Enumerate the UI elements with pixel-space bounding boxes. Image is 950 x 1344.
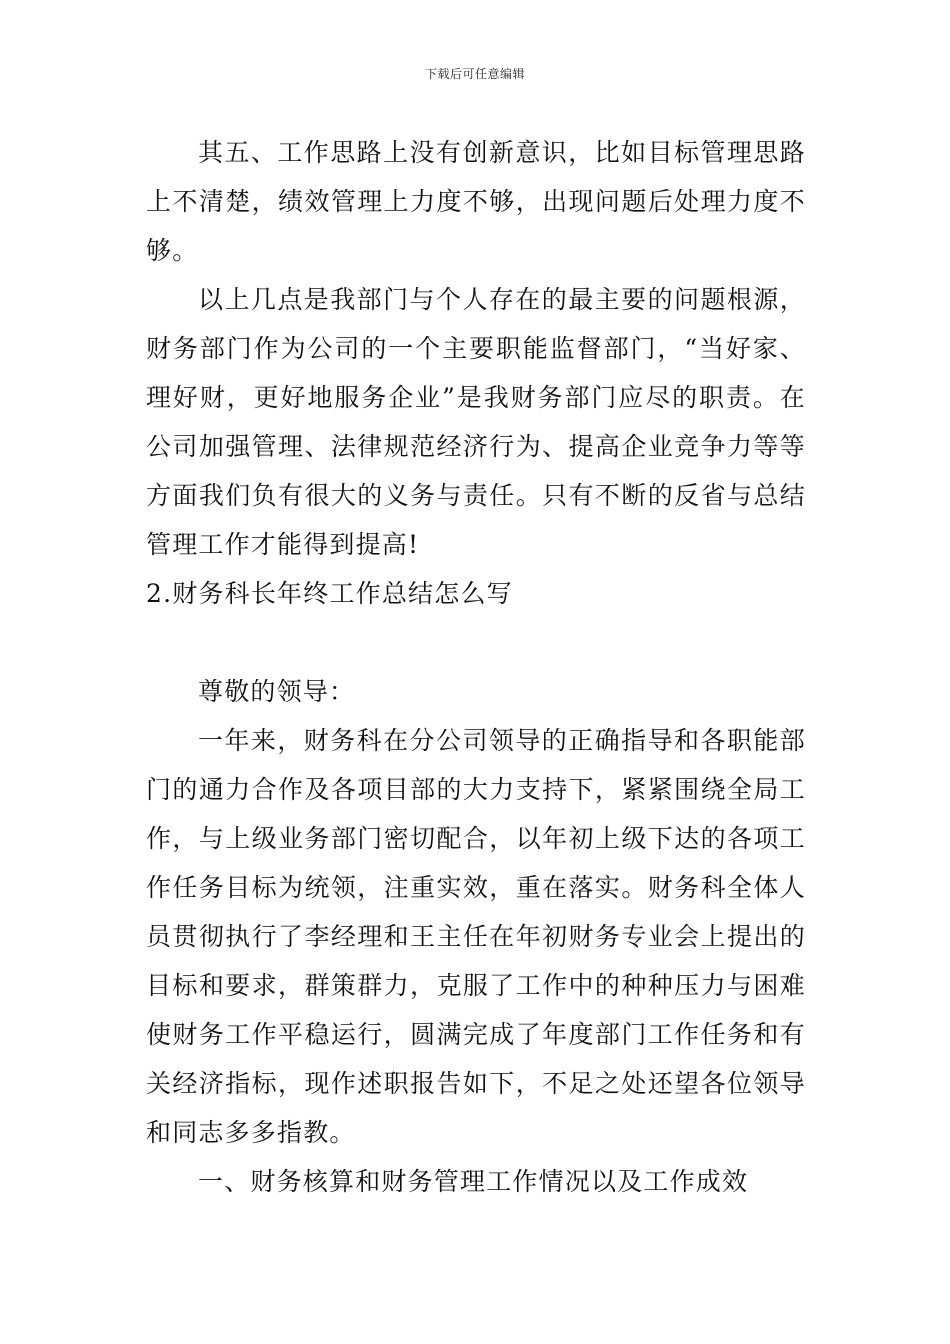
page-header-note: 下载后可任意编辑 <box>424 67 525 81</box>
paragraph-annual-report: 一年来，财务科在分公司领导的正确指导和各职能部门的通力合作及各项目部的大力支持下，紧紧围绕全局工作，与上级业务部门密切配合，以年初上级下达的各项工作任务目标为统领，注重实效，重在落实。财务科全体人员贯彻执行了李经理和王主任在年初财务专业会上提出的目标和要求，群策群力，克服了工作中的种种压力与困难使财务工作平稳运行，圆满完成了年度部门工作任务和有关经济指标，现作述职报告如下，不足之处还望各位领导和同志多多指教。 <box>146 726 806 1147</box>
section-heading-one: 一、财务核算和财务管理工作情况以及工作成效 <box>198 1167 749 1196</box>
blank-line <box>146 618 806 667</box>
document-body <box>146 128 806 1206</box>
paragraph-problem-summary: 以上几点是我部门与个人存在的最主要的问题根源，财务部门作为公司的一个主要职能监督部门，“当好家、理好财，更好地服务企业”是我财务部门应尽的职责。在公司加强管理、法律规范经济行为、提高企业竞争力等等方面我们负有很大的义务与责任。只有不断的反省与总结管理工作才能得到提高! <box>146 285 806 559</box>
section-heading-2: 2.财务科长年终工作总结怎么写 <box>146 579 513 608</box>
paragraph-item-five: 其五、工作思路上没有创新意识，比如目标管理思路上不清楚，绩效管理上力度不够，出现问题后处理力度不够。 <box>146 138 806 265</box>
salutation: 尊敬的领导： <box>198 677 356 706</box>
